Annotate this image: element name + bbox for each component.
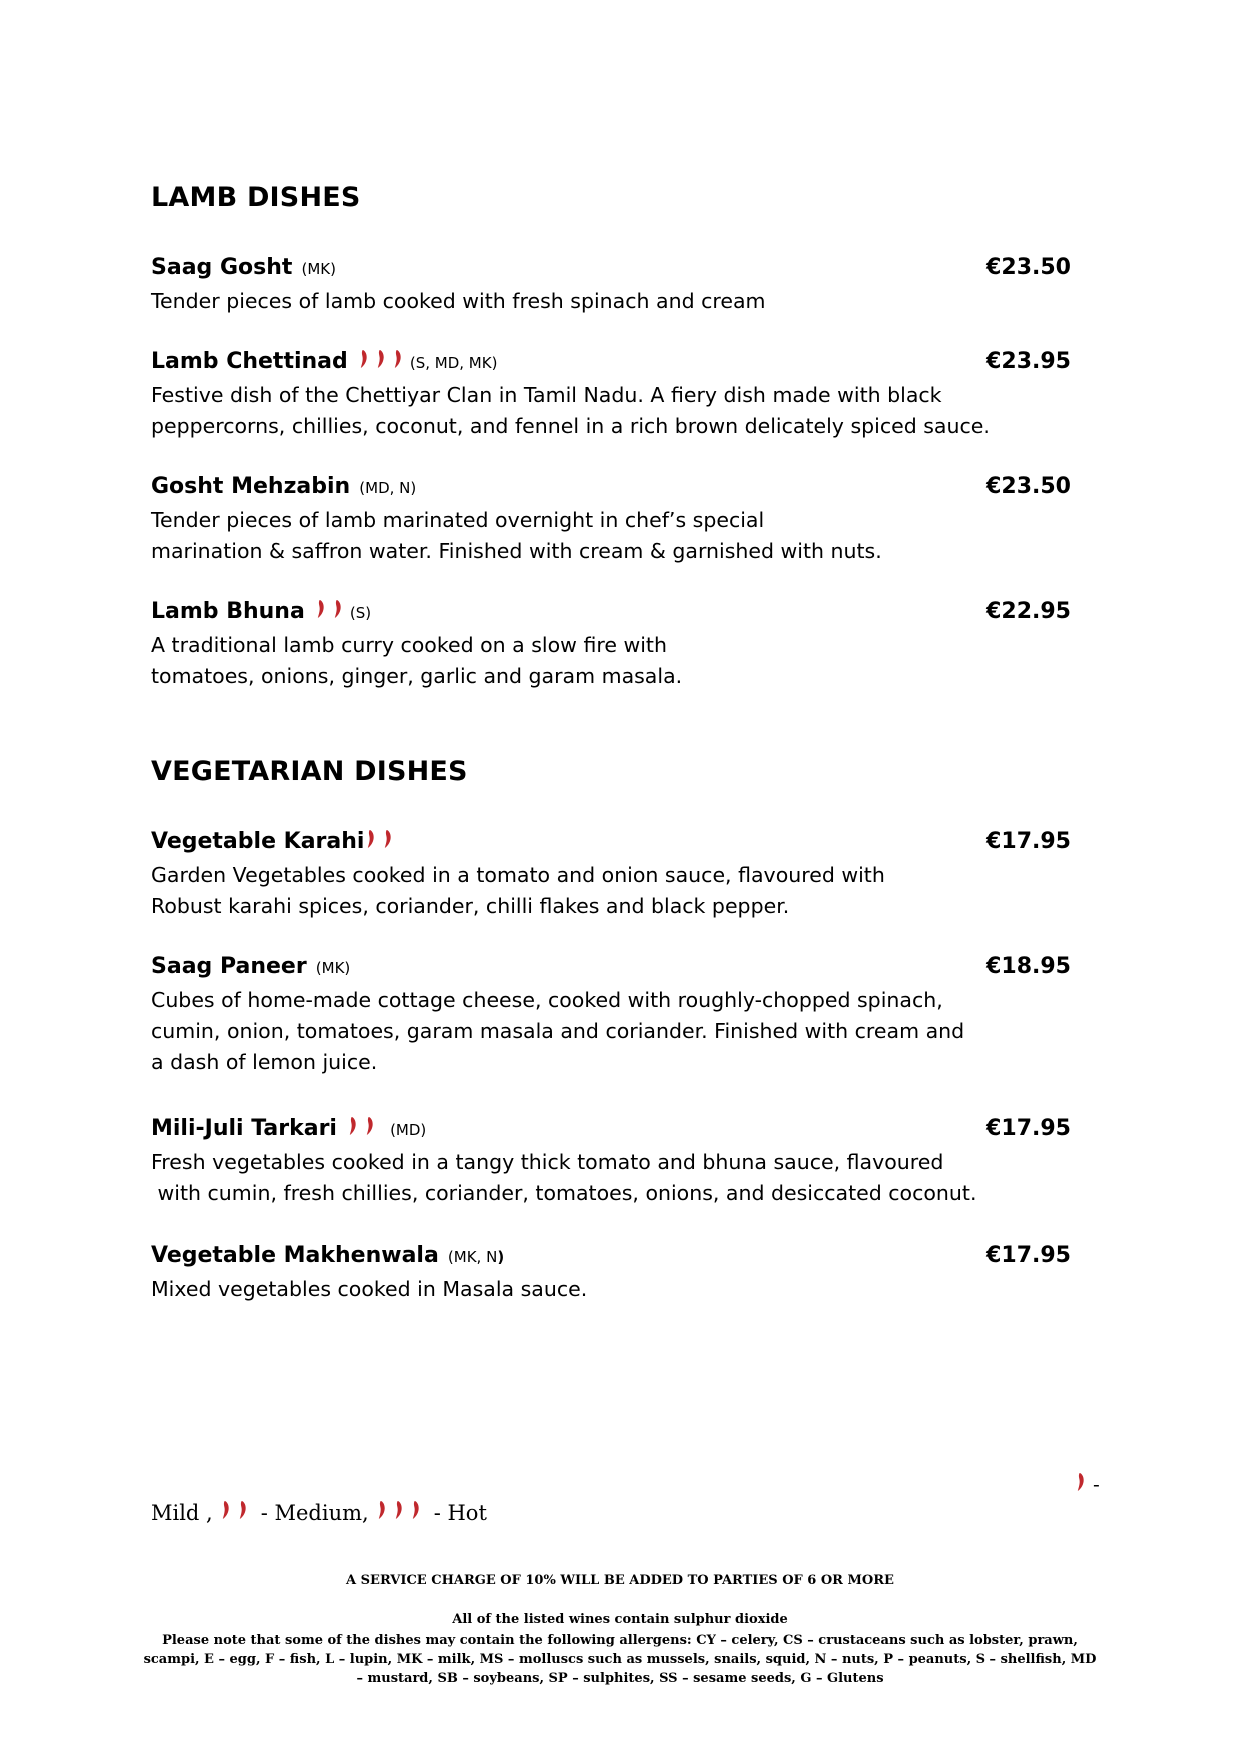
- legend-mild-marker: [1070, 1472, 1100, 1497]
- dish-price: €22.95: [986, 599, 1071, 624]
- dish-description: Tender pieces of lamb cooked with fresh spinach and cream: [151, 289, 766, 313]
- heat-rating: [377, 1500, 428, 1525]
- dish-saag-gosht: [151, 255, 1071, 317]
- dish-allergens: (S): [349, 604, 372, 622]
- chili-pepper-icon: [383, 829, 392, 849]
- chili-pepper-icon: [366, 829, 375, 849]
- dish-description: A traditional lamb curry cooked on a slow fire with tomatoes, onions, ginger, garlic and garam masala.: [151, 633, 683, 688]
- heat-legend: [151, 1500, 487, 1525]
- dish-description: Festive dish of the Chettiyar Clan in Tamil Nadu. A fiery dish made with black peppercorns, chillies, coconut, and fennel in a rich brown delicately spiced sauce.: [151, 383, 990, 438]
- legend-hot: - Hot: [433, 1500, 487, 1525]
- chili-pepper-icon: [316, 599, 325, 619]
- dish-price: €23.50: [986, 474, 1071, 499]
- chili-pepper-icon: [365, 1116, 374, 1136]
- dish-mili-juli-tarkari: [151, 1116, 1071, 1209]
- allergen-close-paren: ): [497, 1248, 505, 1266]
- legend-mild: Mild ,: [151, 1500, 213, 1525]
- chili-pepper-icon: [333, 599, 342, 619]
- service-charge-note: A SERVICE CHARGE OF 10% WILL BE ADDED TO PARTIES OF 6 OR MORE: [346, 1573, 894, 1588]
- heat-rating: [366, 829, 400, 853]
- chili-pepper-icon: [393, 349, 402, 369]
- dish-vegetable-karahi: [151, 829, 1071, 922]
- legend-mild-dash: -: [1093, 1472, 1100, 1496]
- dish-allergens: (MK): [315, 959, 351, 977]
- dish-lamb-chettinad: [151, 349, 1071, 442]
- section-title-lamb: LAMB DISHES: [151, 182, 361, 213]
- dish-price: €23.50: [986, 255, 1071, 280]
- dish-allergens: (MD): [390, 1121, 427, 1139]
- dish-name: Saag Paneer: [151, 954, 307, 979]
- allergen-note: Please note that some of the dishes may contain the following allergens: CY – celery, CS – crustaceans such as lobster, prawn, scampi, E – egg, F – fish, L – lupin, MK – milk, MS – molluscs such as mussels, snails, squid, N – nuts, P – peanuts, S – shellfish, MD – mustard, SB – soybeans, SP – sulphites, SS – sesame seeds, G – Glutens: [143, 1633, 1097, 1686]
- dish-allergens: (S, MD, MK): [409, 354, 498, 372]
- dish-allergens: (MD, N): [359, 479, 417, 497]
- chili-pepper-icon: [1076, 1472, 1085, 1492]
- chili-pepper-icon: [348, 1116, 357, 1136]
- dish-price: €23.95: [986, 349, 1071, 374]
- dish-name: Saag Gosht: [151, 255, 293, 280]
- chili-pepper-icon: [377, 1500, 386, 1520]
- chili-pepper-icon: [359, 349, 368, 369]
- wines-note: All of the listed wines contain sulphur dioxide: [452, 1612, 788, 1627]
- dish-name: Mili-Juli Tarkari: [151, 1116, 337, 1141]
- chili-pepper-icon: [221, 1500, 230, 1520]
- dish-allergens: [448, 1248, 504, 1266]
- dish-name: Lamb Chettinad: [151, 349, 348, 374]
- chili-pepper-icon: [411, 1500, 420, 1520]
- dish-name: Gosht Mehzabin: [151, 474, 351, 499]
- dish-description: Cubes of home-made cottage cheese, cooked with roughly-chopped spinach, cumin, onion, tomatoes, garam masala and coriander. Finished with cream and a dash of lemon juice.: [151, 988, 965, 1074]
- allergen-codes: (MK, N: [447, 1248, 498, 1266]
- heat-rating: [359, 349, 410, 373]
- chili-pepper-icon: [376, 349, 385, 369]
- dish-description: Tender pieces of lamb marinated overnight in chef’s special marination & saffron water. Finished with cream & garnished with nuts.: [151, 508, 882, 563]
- dish-price: €17.95: [986, 1116, 1071, 1141]
- dish-allergens: (MK): [301, 260, 336, 278]
- chili-pepper-icon: [394, 1500, 403, 1520]
- heat-rating: [221, 1500, 255, 1525]
- dish-description: Mixed vegetables cooked in Masala sauce.: [151, 1277, 588, 1301]
- dish-price: €18.95: [986, 954, 1071, 979]
- dish-price: €17.95: [986, 829, 1071, 854]
- dish-gosht-mehzabin: [151, 474, 1071, 567]
- dish-name: Vegetable Karahi: [151, 829, 365, 854]
- dish-vegetable-makhenwala: [151, 1243, 1071, 1305]
- dish-lamb-bhuna: [151, 599, 1071, 692]
- chili-pepper-icon: [238, 1500, 247, 1520]
- dish-description: Fresh vegetables cooked in a tangy thick tomato and bhuna sauce, flavoured with cumin, fresh chillies, coriander, tomatoes, onions, and desiccated coconut.: [151, 1150, 977, 1205]
- heat-rating: [348, 1116, 382, 1140]
- dish-name: Lamb Bhuna: [151, 599, 305, 624]
- dish-saag-paneer: [151, 954, 1071, 1078]
- heat-rating: [1076, 1472, 1093, 1497]
- section-title-vegetarian: VEGETARIAN DISHES: [151, 756, 468, 787]
- legend-medium: - Medium,: [260, 1500, 369, 1525]
- dish-name: Vegetable Makhenwala: [151, 1243, 439, 1268]
- dish-description: Garden Vegetables cooked in a tomato and onion sauce, flavoured with Robust karahi spices, coriander, chilli flakes and black pepper.: [151, 863, 885, 918]
- heat-rating: [316, 599, 350, 623]
- dish-price: €17.95: [986, 1243, 1071, 1268]
